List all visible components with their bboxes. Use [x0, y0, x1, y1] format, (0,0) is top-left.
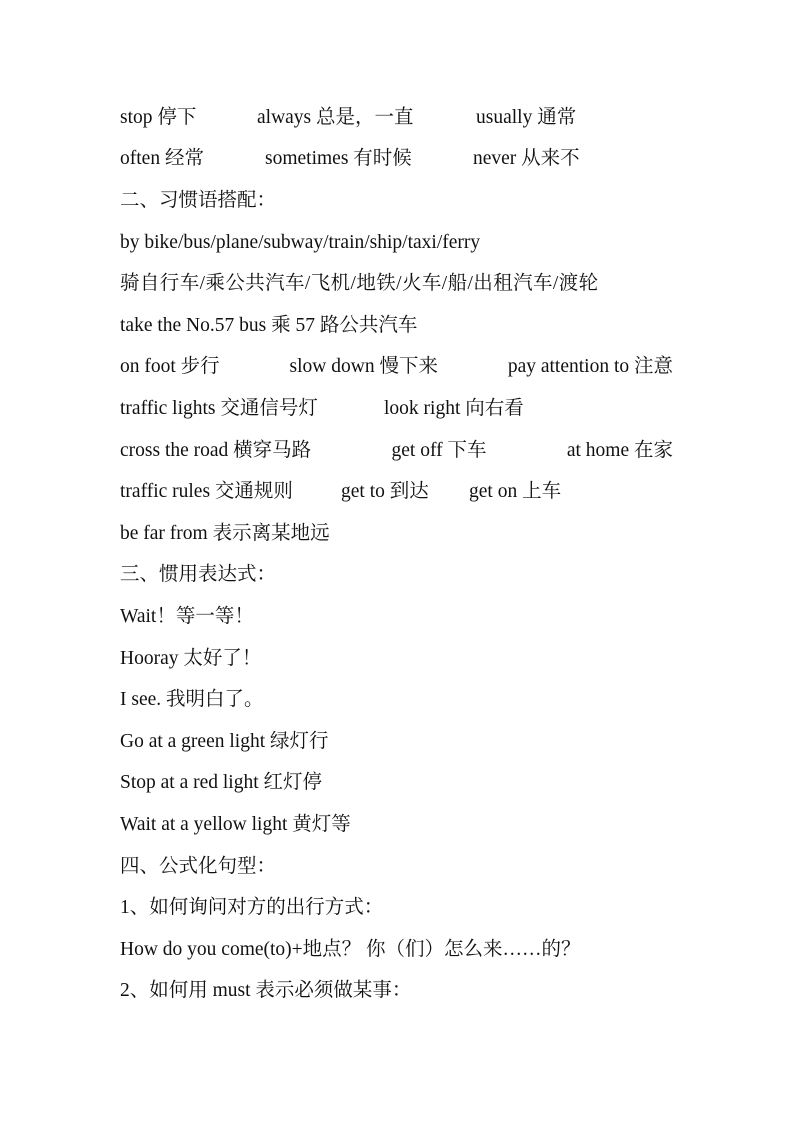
phrase-item: get to 到达	[341, 481, 429, 502]
phrase-item: traffic rules 交通规则	[120, 481, 293, 502]
phrase-line: take the No.57 bus 乘 57 路公共汽车	[120, 315, 418, 336]
vocab-item: usually 通常	[476, 107, 577, 128]
phrase-item: traffic lights 交通信号灯	[120, 398, 318, 419]
expression-line: Go at a green light 绿灯行	[120, 731, 329, 752]
question-heading: 1、如何询问对方的出行方式：	[120, 897, 384, 918]
vocab-item: always 总是，一直	[257, 107, 414, 128]
section-heading: 四、公式化句型：	[120, 856, 277, 877]
vocab-item: stop 停下	[120, 107, 197, 128]
phrase-item: at home 在家	[566, 440, 673, 461]
phrase-item: slow down 慢下来	[289, 356, 438, 377]
question-heading: 2、如何用 must 表示必须做某事：	[120, 980, 412, 1001]
phrase-row	[120, 439, 673, 463]
phrase-item: get on 上车	[469, 481, 562, 502]
phrase-item: look right 向右看	[384, 398, 524, 419]
section-heading: 三、惯用表达式：	[120, 564, 277, 585]
vocab-item: often 经常	[120, 148, 204, 169]
expression-line: Wait at a yellow light 黄灯等	[120, 814, 351, 835]
expression-line: Wait！等一等！	[120, 606, 254, 627]
phrase-row	[120, 355, 673, 379]
question-sentence: How do you come(to)+地点？ 你（们）怎么来……的？	[120, 939, 581, 960]
vocab-item: sometimes 有时候	[265, 148, 412, 169]
phrase-line: be far from 表示离某地远	[120, 523, 330, 544]
phrase-item: pay attention to 注意	[507, 356, 673, 377]
transport-chinese: 骑自行车/乘公共汽车/飞机/地铁/火车/船/出租汽车/渡轮	[120, 273, 599, 294]
expression-line: Stop at a red light 红灯停	[120, 772, 323, 793]
expression-line: Hooray 太好了！	[120, 648, 262, 669]
phrase-item: on foot 步行	[120, 356, 220, 377]
phrase-item: get off 下车	[391, 440, 487, 461]
vocab-item: never 从来不	[473, 148, 580, 169]
phrase-item: cross the road 横穿马路	[120, 440, 312, 461]
expression-line: I see. 我明白了。	[120, 689, 264, 710]
section-heading: 二、习惯语搭配：	[120, 190, 277, 211]
transport-english: by bike/bus/plane/subway/train/ship/taxi/ferry	[120, 232, 481, 253]
